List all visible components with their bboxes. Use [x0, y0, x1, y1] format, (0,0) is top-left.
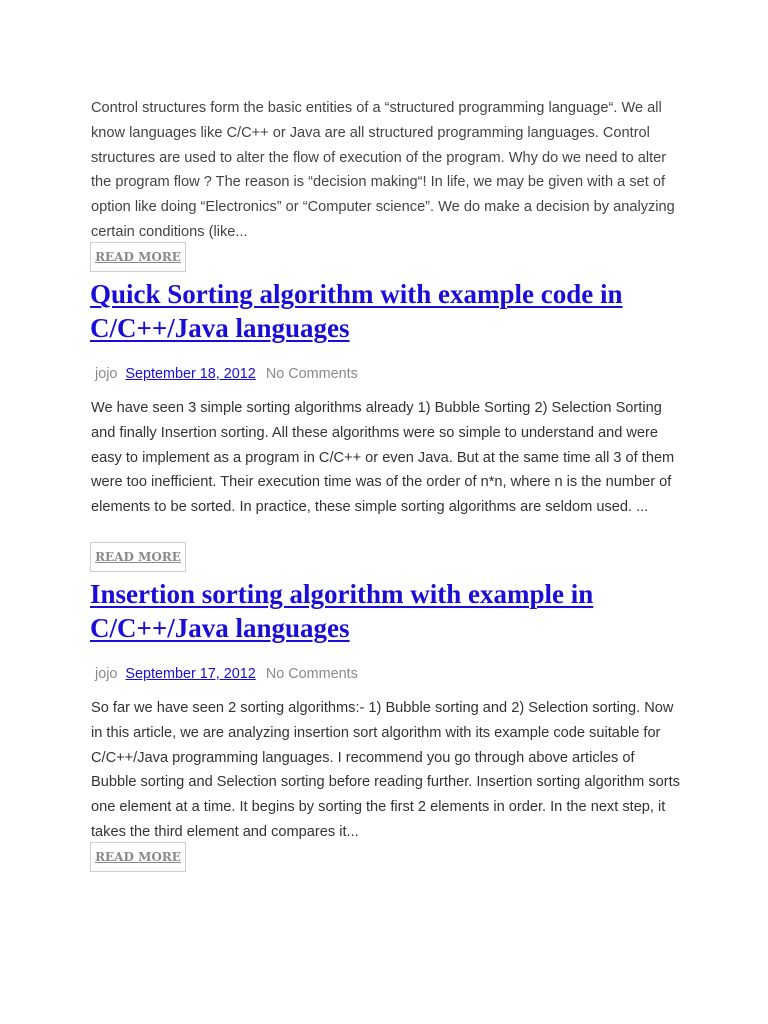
- read-more-button[interactable]: READ MORE: [90, 842, 186, 872]
- post-excerpt: Control structures form the basic entities of a “structured programming language“. We all know languages like C/C++ or Java are all structured programming languages. Control structures are used to alter the flow of execution of the program. Why do we need to alter the program flow ? The reason is “decision making“! In life, we may be given with a set of option like doing “Electronics” or “Computer science”. We do make a decision by analyzing certain conditions (like...: [91, 100, 675, 240]
- read-more-button[interactable]: READ MORE: [90, 542, 186, 572]
- post-title-link[interactable]: Quick Sorting algorithm with example code in C/C++/Java languages: [90, 279, 623, 343]
- read-more-button[interactable]: READ MORE: [90, 242, 186, 272]
- post-date-link[interactable]: September 17, 2012: [125, 666, 256, 682]
- post-date-link[interactable]: September 18, 2012: [125, 366, 256, 382]
- post-excerpt: We have seen 3 simple sorting algorithms already 1) Bubble Sorting 2) Selection Sorting and finally Insertion sorting. All these algorithms were so simple to understand and were easy to implement as a program in C/C++ or even Java. But at the same time all 3 of them were too inefficient. Their execution time was of the order of n*n, where n is the number of elements to be sorted. In practice, these simple sorting algorithms are seldom used. ...: [91, 400, 675, 516]
- post-comments-link[interactable]: No Comments: [265, 666, 358, 682]
- post-comments-link[interactable]: No Comments: [265, 366, 358, 382]
- post-author: jojo: [95, 666, 118, 682]
- post-title-link[interactable]: Insertion sorting algorithm with example in C/C++/Java languages: [90, 579, 594, 643]
- post-meta: [95, 664, 358, 684]
- post-excerpt: So far we have seen 2 sorting algorithms:- 1) Bubble sorting and 2) Selection sorting. Now in this article, we are analyzing insertion sort algorithm with its example code suitable for C/C++/Java programming languages. I recommend you go through above articles of Bubble sorting and Selection sorting before reading further. Insertion sorting algorithm sorts one element at a time. It begins by sorting the first 2 elements in order. In the next step, it takes the third element and compares it...: [91, 700, 680, 840]
- post-meta: [95, 364, 358, 384]
- post-author: jojo: [95, 366, 118, 382]
